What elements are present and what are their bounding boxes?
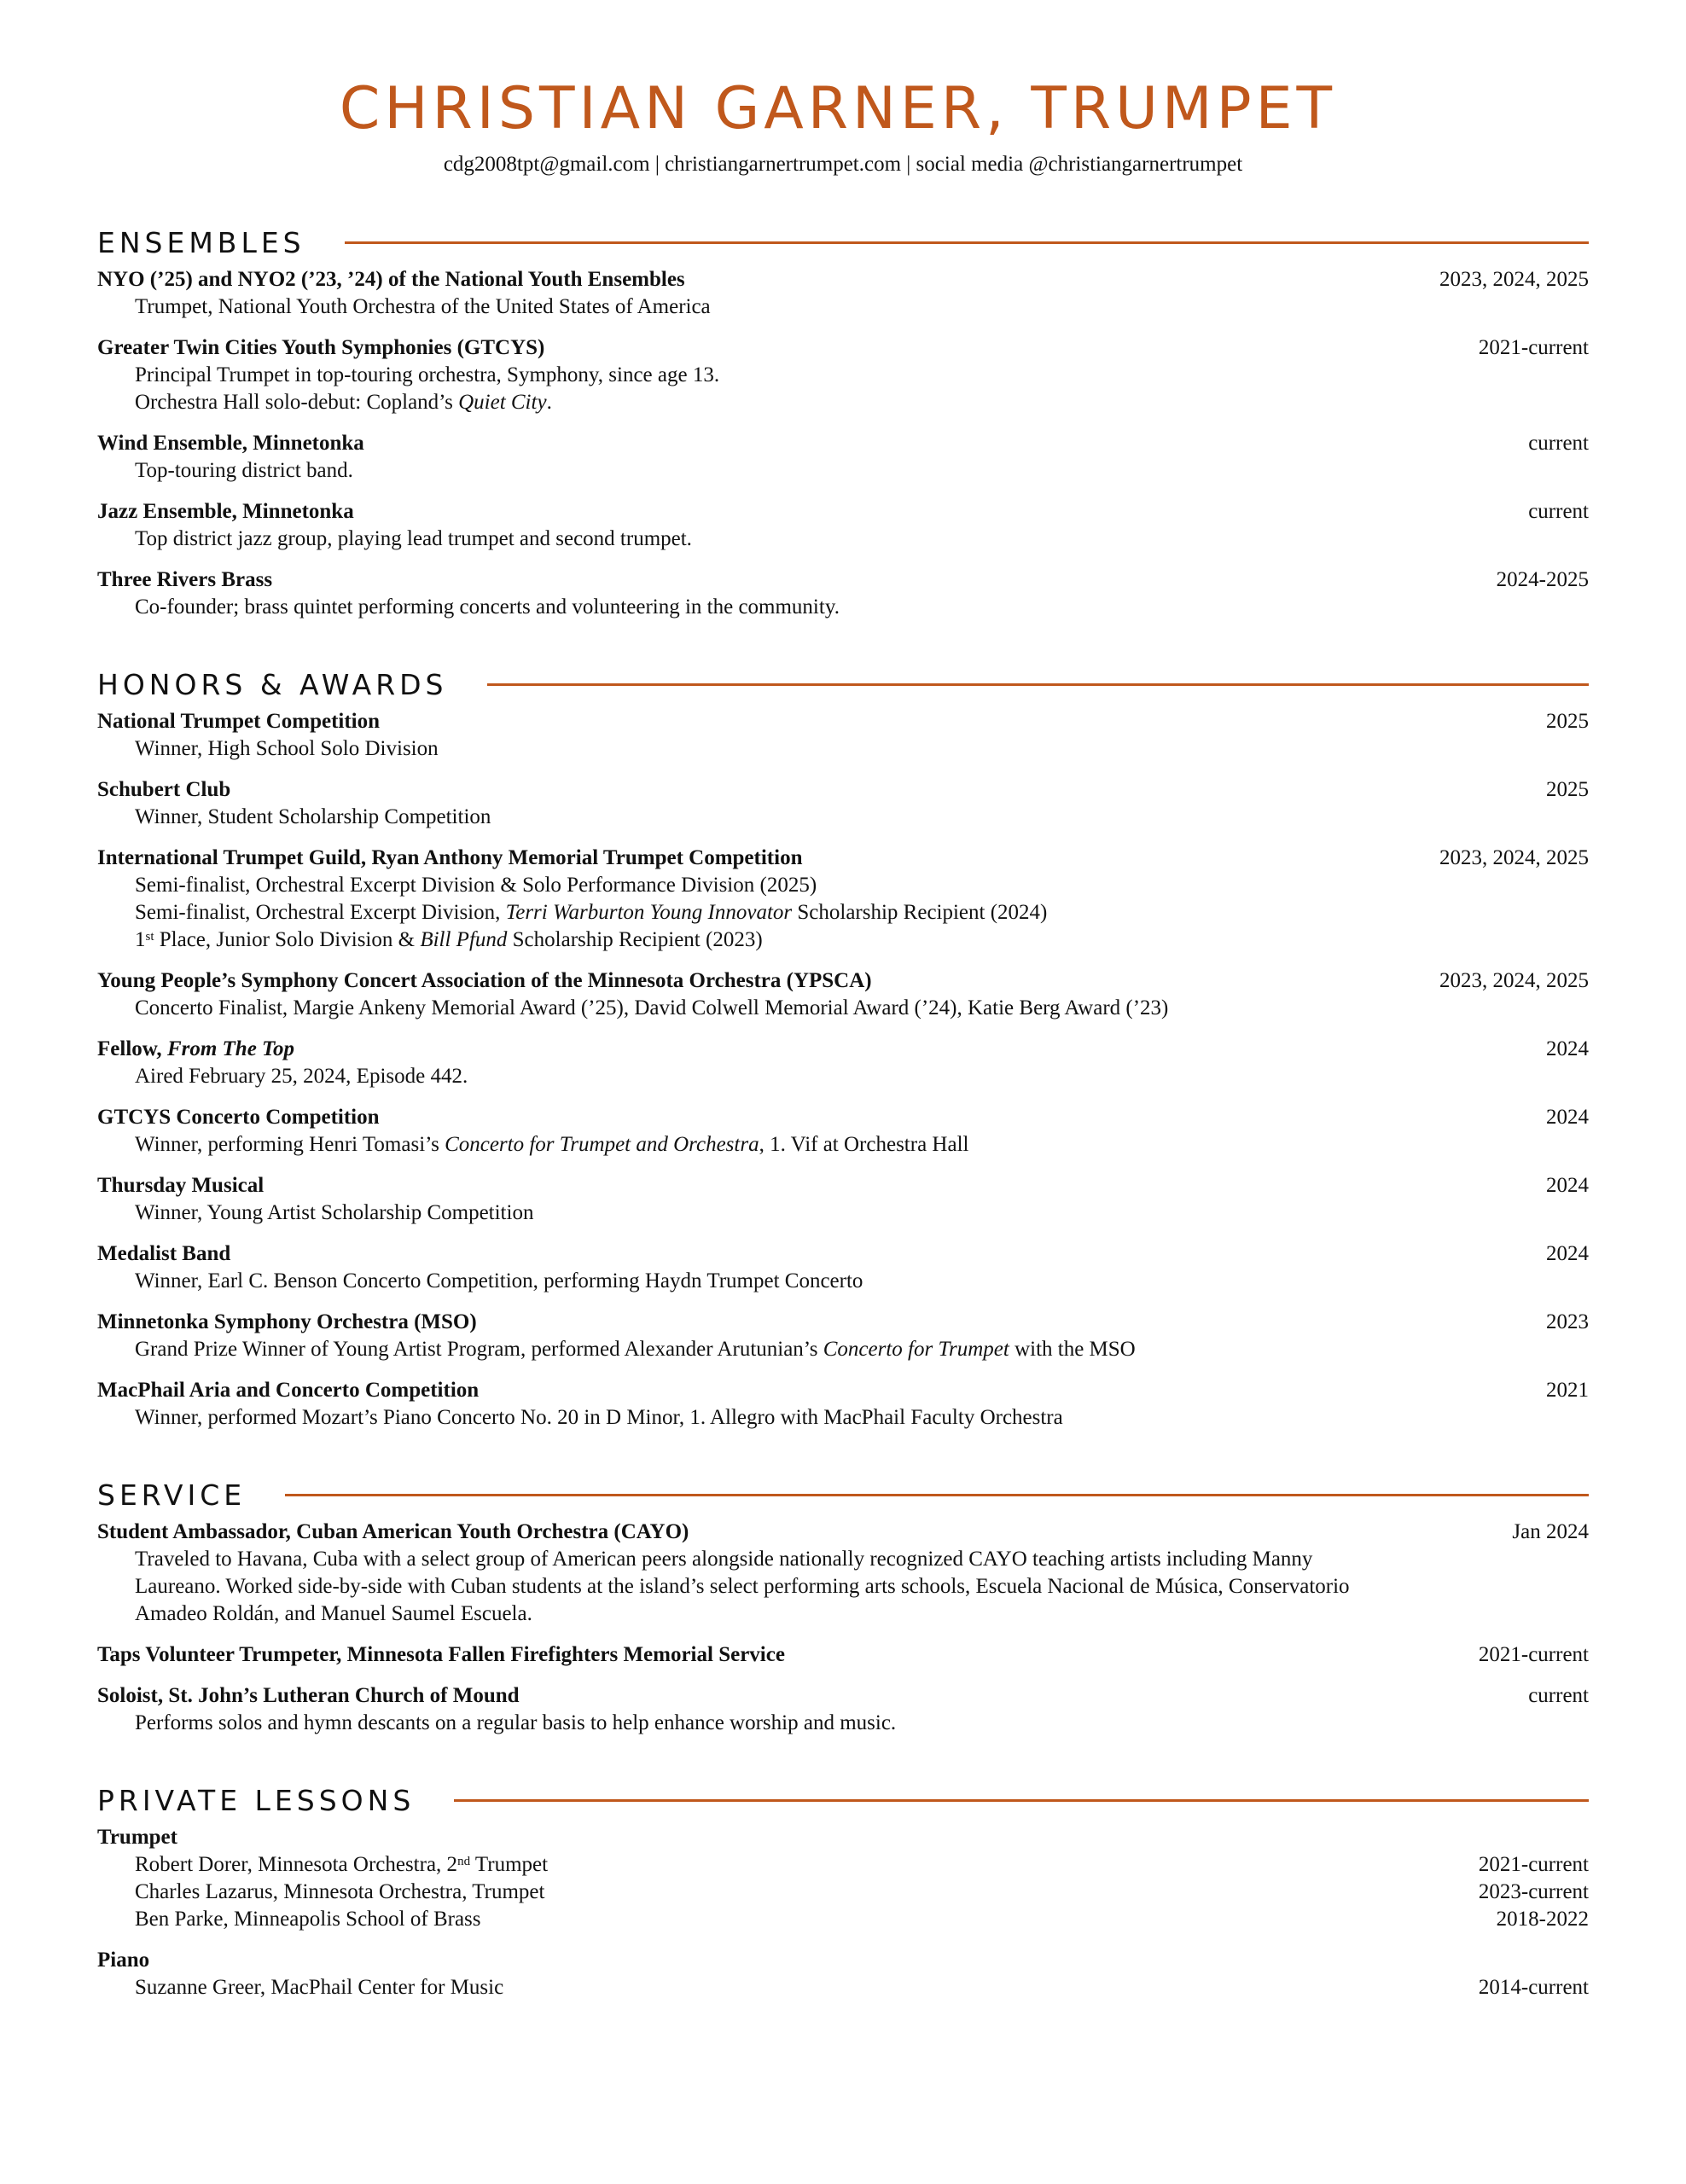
entry-detail: Semi-finalist, Orchestral Excerpt Division & Solo Performance Division (2025): [135, 874, 817, 897]
entry-detail: Winner, Young Artist Scholarship Competition: [135, 1201, 534, 1224]
entry-from-the-top: [97, 1036, 1589, 1090]
entry-detail: Aired February 25, 2024, Episode 442.: [135, 1065, 468, 1088]
entry-detail: Performs solos and hymn descants on a regular basis to help enhance worship and music.: [135, 1711, 897, 1734]
entry-date: 2024: [1546, 1106, 1589, 1129]
entry-title: Piano: [97, 1949, 150, 1972]
entry-detail: Winner, Earl C. Benson Concerto Competition, performing Haydn Trumpet Concerto: [135, 1269, 863, 1292]
entry-gtcys-concerto: [97, 1104, 1589, 1159]
entry-title: Taps Volunteer Trumpeter, Minnesota Fallen Firefighters Memorial Service: [97, 1643, 785, 1666]
entry-date: 2021-current: [1478, 336, 1589, 359]
entry-date: 2021-current: [1478, 1853, 1589, 1876]
section-title: ENSEMBLES: [97, 225, 305, 259]
detail-text: , 1. Vif at Orchestra Hall: [759, 1133, 969, 1156]
entry-thursday-musical: [97, 1172, 1589, 1227]
detail-text: Trumpet: [470, 1853, 549, 1876]
entry-detail: [97, 899, 1589, 926]
section-title: PRIVATE LESSONS: [97, 1783, 416, 1817]
entry-piano-lessons: [97, 1947, 1589, 2001]
section-title: SERVICE: [97, 1478, 247, 1512]
entry-title: National Trumpet Competition: [97, 710, 381, 733]
title-text: Fellow,: [97, 1037, 167, 1060]
entry-title: Minnetonka Symphony Orchestra (MSO): [97, 1310, 477, 1333]
entry-date: 2023: [1546, 1310, 1589, 1333]
detail-text: Orchestra Hall solo-debut: Copland’s: [135, 391, 459, 414]
entry-date: current: [1528, 500, 1589, 523]
detail-text: Semi-finalist, Orchestral Excerpt Division,: [135, 901, 506, 924]
entry-detail: [97, 926, 1589, 954]
entry-title: Schubert Club: [97, 778, 231, 801]
entry-title: MacPhail Aria and Concerto Competition: [97, 1379, 480, 1402]
entry-title: Young People’s Symphony Concert Association of the Minnesota Orchestra (YPSCA): [97, 969, 872, 992]
entry-medalist-band: [97, 1240, 1589, 1295]
entry-detail: [97, 1131, 1589, 1159]
section-ensembles: [97, 225, 1589, 621]
section-lessons: [97, 1783, 1589, 2001]
entry-detail: [97, 389, 1589, 416]
entry-schubert: [97, 776, 1589, 831]
entry-title: NYO (’25) and NYO2 (’23, ’24) of the National Youth Ensembles: [97, 268, 685, 291]
entry-date: 2025: [1546, 710, 1589, 733]
entry-date: Jan 2024: [1512, 1520, 1589, 1543]
entry-date: 2024: [1546, 1242, 1589, 1265]
program-name: From The Top: [166, 1037, 295, 1060]
section-header: [97, 1783, 1589, 1817]
detail-text: Scholarship Recipient (2024): [792, 901, 1048, 924]
entry-detail: Top-touring district band.: [135, 459, 353, 482]
entry-detail: Principal Trumpet in top-touring orchestra, Symphony, since age 13.: [135, 363, 720, 386]
section-header: [97, 1478, 1589, 1512]
resume-page: [97, 75, 1589, 2015]
entry-title: Wind Ensemble, Minnetonka: [97, 432, 364, 455]
entry-detail: Winner, High School Solo Division: [135, 737, 439, 760]
entry-date: current: [1528, 432, 1589, 455]
detail-text: Grand Prize Winner of Young Artist Program, performed Alexander Arutunian’s: [135, 1338, 823, 1361]
entry-date: 2025: [1546, 778, 1589, 801]
place-number: 1: [135, 928, 146, 951]
entry-jazz-ensemble: [97, 498, 1589, 553]
entry-detail: Co-founder; brass quintet performing concerts and volunteering in the community.: [135, 595, 840, 619]
entry-date: 2024-2025: [1496, 568, 1589, 591]
detail-text: .: [546, 391, 552, 414]
section-divider: [345, 241, 1589, 244]
entry-date: 2023-current: [1478, 1880, 1589, 1903]
entry-title: Jazz Ensemble, Minnetonka: [97, 500, 354, 523]
entry-date: 2014-current: [1478, 1976, 1589, 1999]
entry-title: Soloist, St. John’s Lutheran Church of Mound: [97, 1684, 520, 1707]
teacher-name: [97, 1851, 548, 1879]
entry-title: Three Rivers Brass: [97, 568, 273, 591]
entry-macphail: [97, 1377, 1589, 1432]
entry-title: GTCYS Concerto Competition: [97, 1106, 380, 1129]
entry-title: Trumpet: [97, 1826, 177, 1849]
entry-date: 2021: [1546, 1379, 1589, 1402]
entry-date: 2023, 2024, 2025: [1439, 846, 1589, 869]
entry-wind-ensemble: [97, 430, 1589, 485]
section-divider: [454, 1799, 1589, 1802]
entry-date: 2018-2022: [1496, 1908, 1589, 1931]
section-header: [97, 667, 1589, 701]
entry-title: Greater Twin Cities Youth Symphonies (GTCYS): [97, 336, 545, 359]
entry-detail: Traveled to Havana, Cuba with a select group of American peers alongside nationally recognized CAYO teaching artists including Manny Laureano. Worked side-by-side with Cuban students at the island’s select performing arts schools, Escuela Nacional de Música, Conservatorio Amadeo Roldán, and Manuel Saumel Escuela.: [135, 1548, 1350, 1625]
lesson-row: [97, 1851, 1589, 1879]
section-divider: [487, 683, 1590, 686]
section-divider: [285, 1494, 1589, 1496]
detail-text: Robert Dorer, Minnesota Orchestra, 2: [135, 1853, 458, 1876]
work-title: Concerto for Trumpet and Orchestra: [445, 1133, 759, 1156]
lesson-row: [97, 1906, 1589, 1933]
detail-text: Winner, performing Henri Tomasi’s: [135, 1133, 445, 1156]
entry-title: Thursday Musical: [97, 1174, 265, 1197]
entry-itg: [97, 845, 1589, 954]
entry-detail: Concerto Finalist, Margie Ankeny Memorial Award (’25), David Colwell Memorial Award (’24), Katie Berg Award (’23): [135, 996, 1169, 1019]
entry-gtcys: [97, 334, 1589, 416]
entry-detail: Top district jazz group, playing lead trumpet and second trumpet.: [135, 527, 692, 550]
entry-nyo: [97, 266, 1589, 321]
detail-text: Place, Junior Solo Division &: [154, 928, 421, 951]
section-service: [97, 1478, 1589, 1737]
entry-title: Student Ambassador, Cuban American Youth Orchestra (CAYO): [97, 1520, 689, 1543]
lesson-row: [97, 1879, 1589, 1906]
detail-text: with the MSO: [1009, 1338, 1136, 1361]
entry-detail: Winner, performed Mozart’s Piano Concerto No. 20 in D Minor, 1. Allegro with MacPhail Faculty Orchestra: [135, 1406, 1063, 1429]
teacher-name: Suzanne Greer, MacPhail Center for Music: [135, 1976, 504, 1999]
section-header: [97, 225, 1589, 259]
work-title: Quiet City: [458, 391, 547, 414]
detail-text: Scholarship Recipient (2023): [507, 928, 763, 951]
lesson-row: [97, 1974, 1589, 2001]
entry-date: 2023, 2024, 2025: [1439, 969, 1589, 992]
ordinal-suffix: st: [145, 930, 154, 944]
award-name: Terri Warburton Young Innovator: [505, 901, 793, 924]
page-title: CHRISTIAN GARNER, TRUMPET: [339, 75, 1337, 142]
entry-title: Medalist Band: [97, 1242, 231, 1265]
entry-date: 2024: [1546, 1037, 1589, 1060]
award-name: Bill Pfund: [420, 928, 508, 951]
ordinal-suffix: nd: [457, 1855, 471, 1868]
entry-title: [97, 1036, 294, 1063]
entry-cayo: [97, 1519, 1589, 1628]
entry-three-rivers: [97, 566, 1589, 621]
entry-date: current: [1528, 1684, 1589, 1707]
entry-ntc: [97, 708, 1589, 763]
section-title: HONORS & AWARDS: [97, 667, 448, 701]
entry-mso: [97, 1309, 1589, 1363]
entry-date: 2024: [1546, 1174, 1589, 1197]
entry-soloist: [97, 1682, 1589, 1737]
entry-detail: [97, 1336, 1589, 1363]
entry-ypsca: [97, 967, 1589, 1022]
entry-title: International Trumpet Guild, Ryan Anthony Memorial Trumpet Competition: [97, 846, 803, 869]
entry-detail: Winner, Student Scholarship Competition: [135, 805, 491, 828]
entry-trumpet-lessons: [97, 1824, 1589, 1933]
teacher-name: Ben Parke, Minneapolis School of Brass: [135, 1908, 481, 1931]
section-honors: [97, 667, 1589, 1432]
entry-detail: Trumpet, National Youth Orchestra of the United States of America: [135, 295, 711, 318]
work-title: Concerto for Trumpet: [823, 1338, 1009, 1361]
entry-taps: [97, 1641, 1589, 1669]
contact-line: cdg2008tpt@gmail.com | christiangarnertrumpet.com | social media @christiangarnertrumpet: [443, 153, 1243, 176]
entry-date: 2021-current: [1478, 1643, 1589, 1666]
teacher-name: Charles Lazarus, Minnesota Orchestra, Trumpet: [135, 1880, 545, 1903]
entry-date: 2023, 2024, 2025: [1439, 268, 1589, 291]
